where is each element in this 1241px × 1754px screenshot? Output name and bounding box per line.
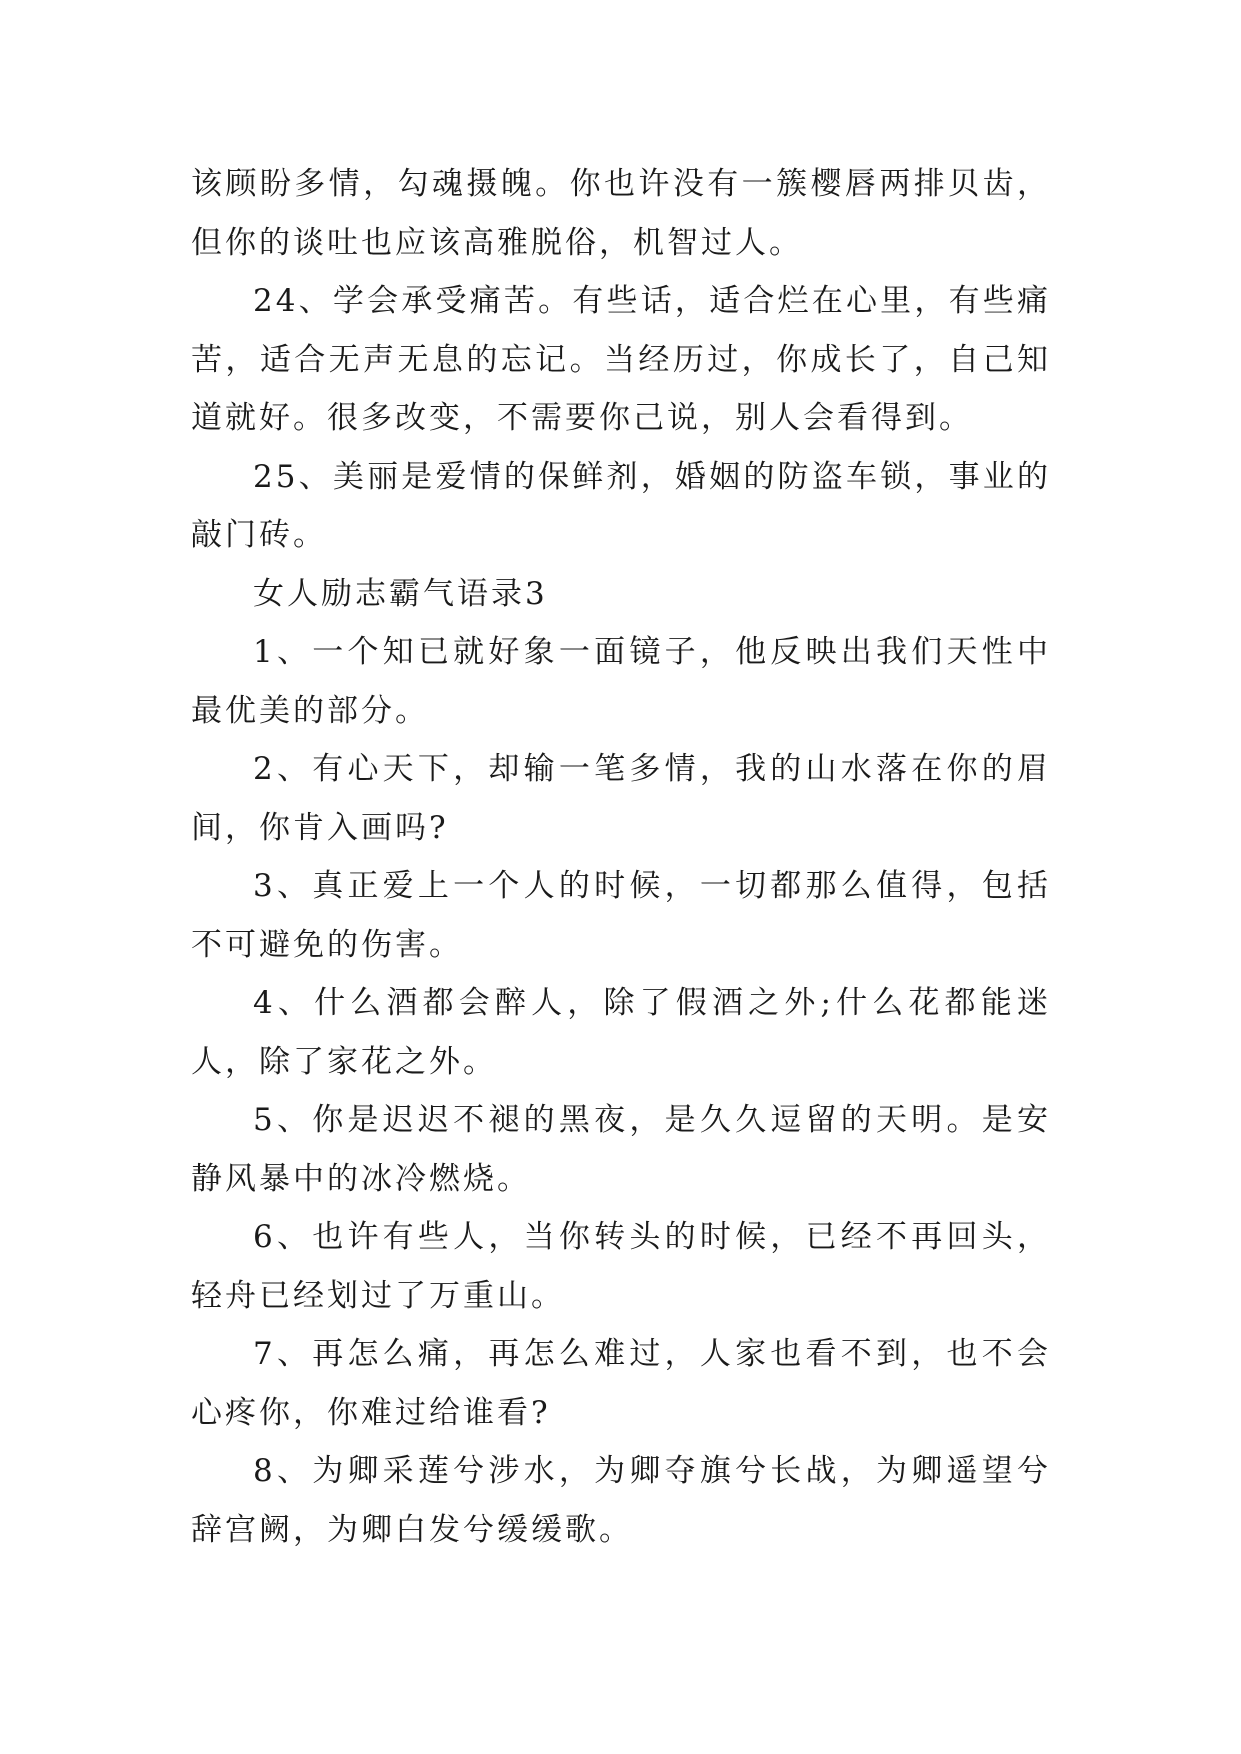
paragraph-quote-3: 3、真正爱上一个人的时候，一切都那么值得，包括不可避免的伤害。 [191, 868, 1051, 963]
paragraph-quote-4: 4、什么酒都会醉人，除了假酒之外;什么花都能迷人，除了家花之外。 [191, 985, 1051, 1080]
paragraph-quote-8: 8、为卿采莲兮涉水，为卿夺旗兮长战，为卿遥望兮辞宫阙，为卿白发兮缓缓歌。 [191, 1453, 1051, 1548]
section-title: 女人励志霸气语录3 [253, 575, 548, 612]
paragraph-quote-5: 5、你是迟迟不褪的黑夜，是久久逗留的天明。是安静风暴中的冰冷燃烧。 [191, 1102, 1051, 1197]
paragraph-quote-2: 2、有心天下，却输一笔多情，我的山水落在你的眉间，你肯入画吗? [191, 751, 1051, 846]
paragraph-quote-6: 6、也许有些人，当你转头的时候，已经不再回头，轻舟已经划过了万重山。 [191, 1219, 1051, 1314]
paragraph-quote-25: 25、美丽是爱情的保鲜剂，婚姻的防盗车锁，事业的敲门砖。 [191, 458, 1051, 553]
document-body [191, 155, 1051, 1559]
paragraph-continuation: 该顾盼多情，勾魂摄魄。你也许没有一簇樱唇两排贝齿，但你的谈吐也应该高雅脱俗，机智过人。 [191, 166, 1051, 261]
paragraph-quote-24: 24、学会承受痛苦。有些话，适合烂在心里，有些痛苦，适合无声无息的忘记。当经历过，你成长了，自己知道就好。很多改变，不需要你己说，别人会看得到。 [191, 283, 1051, 436]
paragraph-quote-7: 7、再怎么痛，再怎么难过，人家也看不到，也不会心疼你，你难过给谁看? [191, 1336, 1051, 1431]
paragraph-quote-1: 1、一个知已就好象一面镜子，他反映出我们天性中最优美的部分。 [191, 634, 1051, 729]
